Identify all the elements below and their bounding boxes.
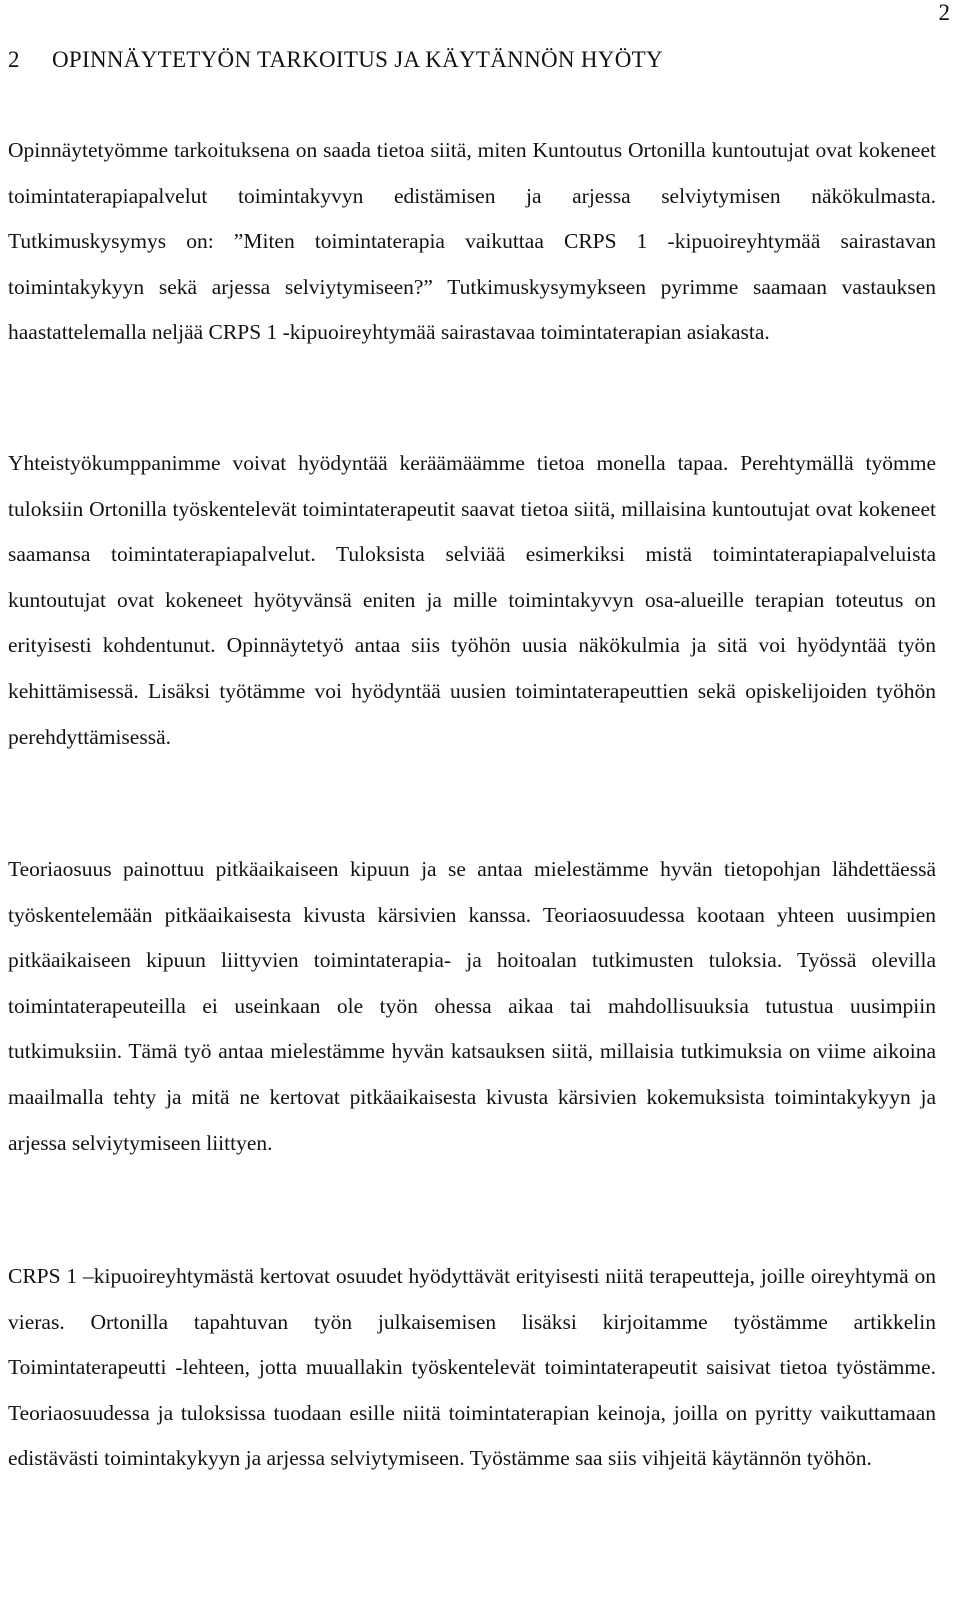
section-number: 2 (8, 47, 20, 72)
paragraph-theory: Teoriaosuus painottuu pitkäaikaiseen kipuun ja se antaa mielestämme hyvän tietopohjan lähdettäessä työskentelemään pitkäaikaisesta kivusta kärsivien kanssa. Teoriaosuudessa kootaan yhteen uusimpien pitkäaikaiseen kipuun liittyvien toimintaterapia- ja hoitoalan tutkimusten tuloksia. Työssä olevilla toimintaterapeuteilla ei useinkaan ole työn ohessa aikaa tai mahdollisuuksia tutustua uusimpiin tutkimuksiin. Tämä työ antaa mielestämme hyvän katsauksen siitä, millaisia tutkimuksia on viime aikoina maailmalla tehty ja mitä ne kertovat pitkäaikaisesta kivusta kärsivien kokemuksista toimintakykyyn ja arjessa selviytymiseen liittyen. (8, 857, 936, 1155)
section-title: OPINNÄYTETYÖN TARKOITUS JA KÄYTÄNNÖN HYÖTY (52, 47, 663, 72)
page-number: 2 (938, 0, 950, 25)
paragraph-purpose: Opinnäytetyömme tarkoituksena on saada tietoa siitä, miten Kuntoutus Ortonilla kuntoutujat ovat kokeneet toimintaterapiapalvelut toimintakyvyn edistämisen ja arjessa selviytymisen näkökulmasta. Tutkimuskysymys on: ”Miten toimintaterapia vaikuttaa CRPS 1 -kipuoireyhtymää sairastavan toimintakykyyn sekä arjessa selviytymiseen?” Tutkimuskysymykseen pyrimme saamaan vastauksen haastattelemalla neljää CRPS 1 -kipuoireyhtymää sairastavaa toimintaterapian asiakasta. (8, 138, 936, 345)
paragraph-crps: CRPS 1 –kipuoireyhtymästä kertovat osuudet hyödyttävät erityisesti niitä terapeutteja, joille oireyhtymä on vieras. Ortonilla tapahtuvan työn julkaisemisen lisäksi kirjoitamme työstämme artikkelin Toimintaterapeutti -lehteen, jotta muuallakin työskentelevät toimintaterapeutit saisivat tietoa työstämme. Teoriaosuudessa ja tuloksissa tuodaan esille niitä toimintaterapian keinoja, joilla on pyritty vaikuttamaan edistävästi toimintakykyyn ja arjessa selviytymiseen. Työstämme saa siis vihjeitä käytännön työhön. (8, 1264, 936, 1471)
section-heading (8, 40, 936, 80)
paragraph-partners: Yhteistyökumppanimme voivat hyödyntää keräämäämme tietoa monella tapaa. Perehtymällä työmme tuloksiin Ortonilla työskentelevät toimintaterapeutit saavat tietoa siitä, millaisina kuntoutujat ovat kokeneet saamansa toimintaterapiapalvelut. Tuloksista selviää esimerkiksi mistä toimintaterapiapalveluista kuntoutujat ovat kokeneet hyötyvänsä eniten ja mille toimintakyvyn osa-alueille terapian toteutus on erityisesti kohdentunut. Opinnäytetyö antaa siis työhön uusia näkökulmia ja sitä voi hyödyntää työn kehittämisessä. Lisäksi työtämme voi hyödyntää uusien toimintaterapeuttien sekä opiskelijoiden työhön perehdyttämisessä. (8, 451, 936, 749)
